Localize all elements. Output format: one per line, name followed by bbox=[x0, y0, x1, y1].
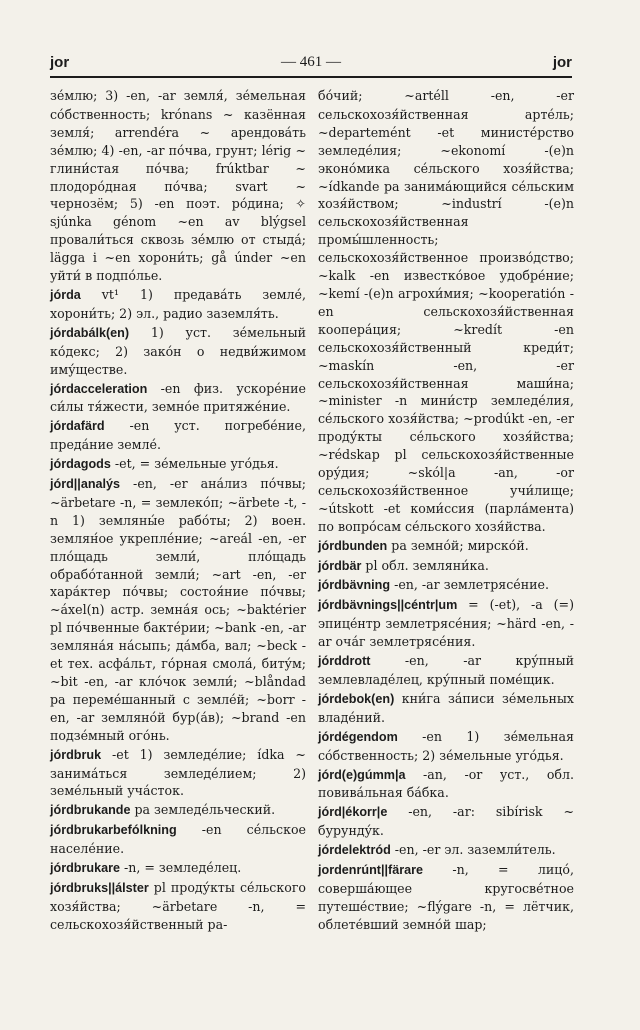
dictionary-entry bbox=[50, 87, 306, 285]
entry-text: pa земледе́льческий. bbox=[130, 802, 276, 818]
entry-text: -n, = лицо́, соверша́ющее кругосве́тное путеше́ствие; ~flýgare -n, = лётчик, облете́вший земно́й шар; bbox=[318, 862, 574, 932]
dictionary-entry bbox=[50, 380, 306, 417]
dictionary-entry bbox=[318, 728, 574, 765]
headword: jórdbrukarbefólkning bbox=[50, 823, 177, 838]
dictionary-entry bbox=[50, 879, 306, 934]
page-number: — 461 — bbox=[281, 54, 341, 70]
headword: jordenrúnt||färare bbox=[318, 863, 424, 878]
headword: jórdafärd bbox=[50, 419, 105, 434]
dictionary-entry bbox=[318, 841, 574, 860]
entry-text: -en уст. погребе́ние, преда́ние земле́. bbox=[50, 418, 306, 453]
page-header bbox=[50, 54, 572, 78]
entry-text: -en, -er эл. заземли́тель. bbox=[390, 842, 556, 858]
dictionary-entry bbox=[318, 861, 574, 934]
entry-text: бо́чий; ~artéll -en, -er сельскохозя́йственная арте́ль; ~departemént -et министе́рство земледе́лия; ~ekonomí -(e)n эконо́мика се́льского хозя́йства; ~ídkande pa занима́ющийся се́льским хозя́йством; ~industrí -(e)n сельскохозя́йственная промы́шленность; сельскохозя́йственное произво́дство; ~kalk -en известко́вое удобре́ние; ~kemí -(e)n агрохи́мия; ~kooperatión -en сельскохозя́йственная коопера́ция; ~kredít -en сельскохозя́йственный креди́т; ~maskín -en, -er сельскохозя́йственная маши́на; ~minister -n мини́стр земледе́лия, се́льского хозя́йства; ~prodúkt -en, -er проду́кты се́льского хозя́йства; ~rédskap pl сельскохозя́йственные ору́дия; ~skól|a -an, -or сельскохозя́йственное учи́лище; ~útskott -et коми́ссия (парла́мента) по вопро́сам се́льского хозя́йства. bbox=[318, 88, 574, 534]
headword: jórdbrukare bbox=[50, 861, 120, 876]
guide-word-right: jor bbox=[552, 54, 572, 71]
dictionary-entry bbox=[50, 455, 306, 474]
headword: jórdbruk bbox=[50, 747, 102, 762]
headword: jórdbruks||álster bbox=[50, 880, 149, 895]
dictionary-entry bbox=[318, 803, 574, 840]
entry-text: pa земно́й; мирско́й. bbox=[387, 537, 529, 553]
headword: jórdelektród bbox=[318, 843, 391, 858]
dictionary-entry bbox=[318, 87, 574, 536]
right-column bbox=[318, 87, 574, 934]
headword: jórdbävning bbox=[318, 578, 391, 593]
headword: jórddrott bbox=[318, 654, 371, 669]
headword: jórd(e)gúmm|a bbox=[318, 767, 406, 782]
headword: jórdbunden bbox=[318, 538, 388, 553]
dictionary-entry bbox=[318, 557, 574, 576]
dictionary-entry bbox=[318, 576, 574, 595]
entry-text: -et, = зе́мельные уго́дья. bbox=[110, 456, 279, 472]
entry-text: pl проду́кты се́льского хозя́йства; ~ärbetare -n, = сельскохозя́йственный ра- bbox=[50, 879, 306, 932]
headword: jórdebok(en) bbox=[318, 691, 395, 706]
dictionary-entry bbox=[318, 652, 574, 689]
dictionary-entry bbox=[318, 596, 574, 651]
headword: jórd||analýs bbox=[50, 477, 121, 492]
dictionary-entry bbox=[50, 286, 306, 323]
dictionary-entry bbox=[50, 417, 306, 454]
entry-text: -en, -ar кру́пный землевладе́лец, кру́пный поме́щик. bbox=[318, 653, 574, 687]
entry-text: -en, -ar: sibírisk ~ бурунду́к. bbox=[318, 804, 574, 839]
entry-text: -en, -ar землетрясе́ние. bbox=[390, 577, 549, 593]
dictionary-entry bbox=[50, 324, 306, 379]
entry-text: 1) уст. зе́мельный ко́декс; 2) зако́н о недви́жимом иму́ществе. bbox=[50, 324, 306, 377]
entry-text: -n, = земледе́лец. bbox=[120, 860, 242, 876]
entry-text: -en се́льское населе́ние. bbox=[50, 822, 306, 857]
headword: jórdbävnings||céntr|um bbox=[318, 598, 458, 613]
entry-text: зе́млю; 3) -en, -ar земля́, зе́мельная со́бственность; krónans ~ казённая земля́; arrendéra ~ арендова́ть зе́млю; 4) -en, -ar по́чва, грунт; lérig ~ глини́стая по́чва; frúktbar ~ плодоро́дная по́чва; svart ~ чернозём; 5) -en поэт. ро́дина; ✧ sjúnka génom ~en av blýgsel провали́ться сквозь зе́млю от стыда́; lägga i ~en хорони́ть; gå únder ~en уйти́ в подпо́лье. bbox=[50, 88, 306, 284]
dictionary-entry bbox=[50, 475, 306, 745]
headword: jórdabálk(en) bbox=[50, 325, 130, 340]
dictionary-entry bbox=[50, 821, 306, 858]
headword: jórdacceleration bbox=[50, 381, 148, 396]
headword: jórda bbox=[50, 287, 81, 302]
headword: jórdagods bbox=[50, 457, 111, 472]
headword: jórdbrukande bbox=[50, 803, 131, 818]
entry-text: -an, -or уст., обл. повива́льная ба́бка. bbox=[318, 766, 574, 801]
entry-text: pl обл. земляни́ка. bbox=[361, 557, 489, 573]
headword: jórd|ékorr|e bbox=[318, 805, 388, 820]
dictionary-entry bbox=[50, 801, 306, 820]
guide-word-left: jor bbox=[50, 54, 70, 71]
entry-text: vt¹ 1) предава́ть земле́, хорони́ть; 2) эл., радио заземля́ть. bbox=[50, 286, 306, 321]
entry-text: -en, -er ана́лиз по́чвы; ~ärbetare -n, = землеко́п; ~ärbete -t, -n 1) земляны́е рабо́ты; 2) воен. землян́ое укрепле́ние; ~areál -en, -er пло́щадь земли́, пло́щадь обрабо́танной земли́; ~art -en, -er хара́ктер по́чвы; состоя́ние по́чвы; ~áxel(n) астр. земна́я ось; ~baktérier pl по́чвенные бакте́рии; ~bank -en, -ar земляна́я на́сыпь; да́мба, вал; ~beck -et тех. асфа́льт, го́рная смола́, биту́м; ~bit -en, -ar кло́чок земли́; ~blåndad pa переме́шанный с земле́й; ~borr -en, -ar земляно́й бур(а́в); ~brand -en подзе́мный ого́нь. bbox=[50, 476, 306, 743]
dictionary-entry bbox=[318, 766, 574, 803]
entry-text: -en физ. ускоре́ние си́лы тя́жести, земно́е притяже́ние. bbox=[50, 380, 306, 415]
dictionary-entry bbox=[50, 859, 306, 878]
entry-text: = (-et), -a (=) эпице́нтр землетрясе́ния; ~härd -en, -ar оча́г землетрясе́ния. bbox=[318, 597, 574, 650]
dictionary-entry bbox=[50, 746, 306, 801]
entry-text: -et 1) земледе́лие; ídka ~ занима́ться земледе́лием; 2) земе́льный уча́сток. bbox=[50, 746, 306, 799]
entry-text: кни́га за́писи зе́мельных владе́ний. bbox=[318, 690, 574, 725]
headword: jórdégendom bbox=[318, 729, 398, 744]
headword: jórdbär bbox=[318, 558, 362, 573]
left-column bbox=[50, 87, 306, 934]
dictionary-entry bbox=[318, 537, 574, 556]
entry-text: -en 1) зе́мельная со́бственность; 2) зе́мельные уго́дья. bbox=[318, 728, 574, 763]
dictionary-entry bbox=[318, 690, 574, 727]
